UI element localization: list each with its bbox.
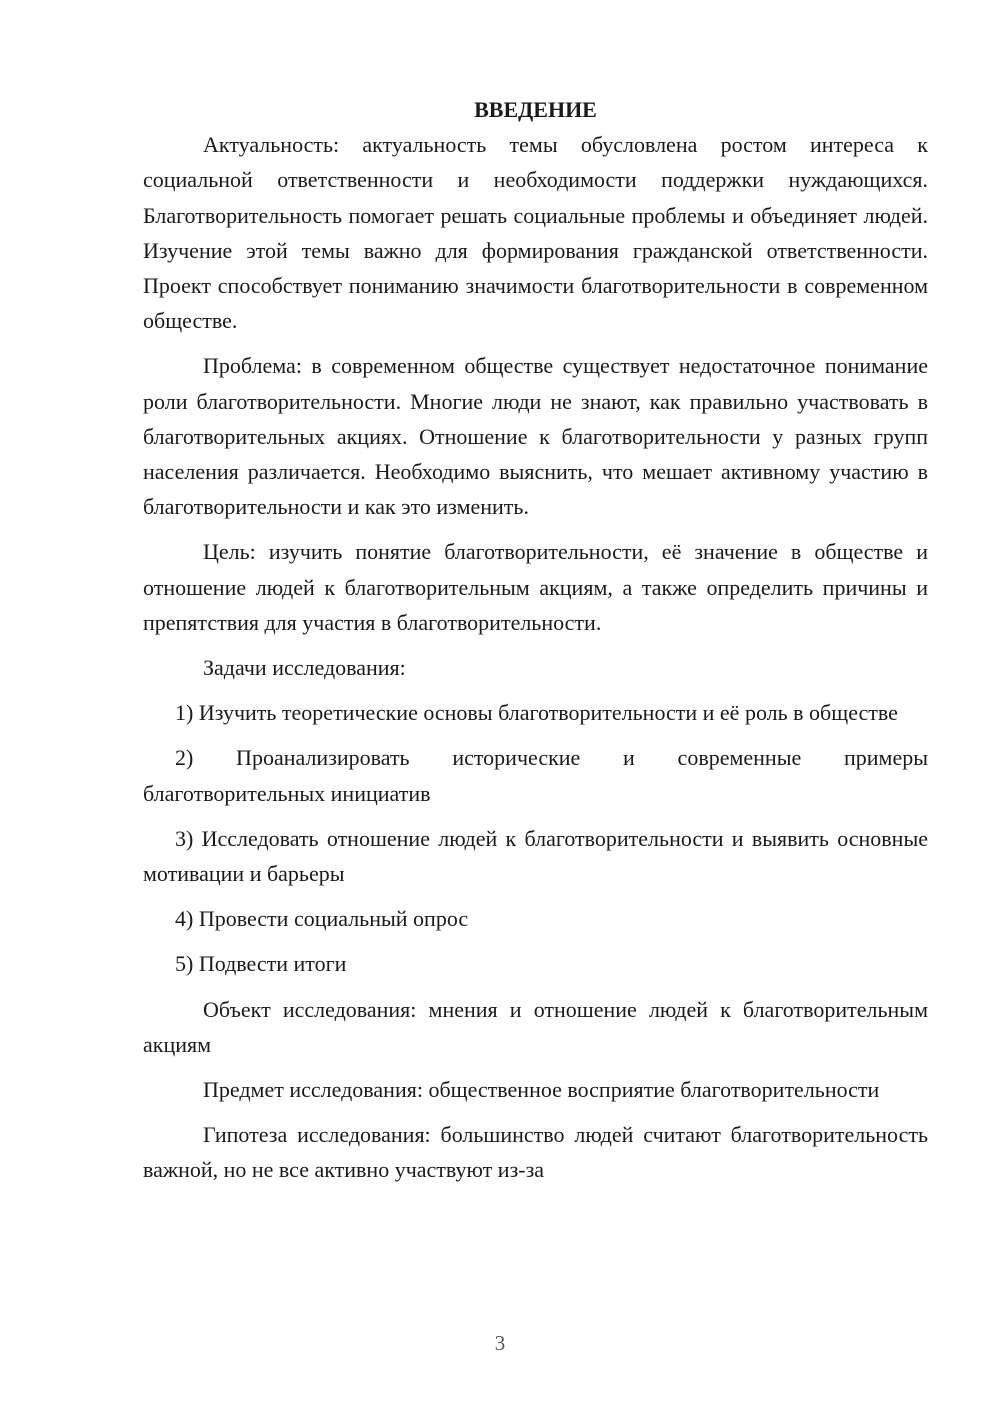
object-paragraph: Объект исследования: мнения и отношение людей к благотворительным акциям [143, 996, 928, 1057]
problem-paragraph: Проблема: в современном обществе существует недостаточное понимание роли благотворительности. Многие люди не знают, как правильно участвовать в благотворительных акциях. Отношение к благотворительности у разных групп населения различается. Необходимо выяснить, что мешает активному участию в благотворительности и как это изменить. [143, 353, 928, 520]
relevance-paragraph: Актуальность: актуальность темы обусловлена ростом интереса к социальной ответственности и необходимости поддержки нуждающихся. Благотворительность помогает решать социальные проблемы и объединяет людей. Изучение этой темы важно для формирования гражданской ответственности. Проект способствует пониманию значимости благотворительности в современном обществе. [143, 132, 928, 334]
task-item-1: 1) Изучить теоретические основы благотворительности и её роль в обществе [175, 700, 898, 726]
page-number: 3 [494, 1331, 506, 1355]
document-page [143, 92, 928, 1188]
task-item-4: 4) Провести социальный опрос [175, 906, 469, 932]
task-item-3: 3) Исследовать отношение людей к благотворительности и выявить основные мотивации и барьеры [143, 825, 928, 887]
hypothesis-paragraph: Гипотеза исследования: большинство людей считают благотворительность важной, но не все активно участвуют из-за [143, 1122, 928, 1183]
task-item-5: 5) Подвести итоги [175, 951, 347, 977]
subject-paragraph: Предмет исследования: общественное восприятие благотворительности [203, 1077, 880, 1103]
goal-paragraph: Цель: изучить понятие благотворительности, её значение в обществе и отношение людей к благотворительным акциям, а также определить причины и препятствия для участия в благотворительности. [143, 539, 928, 635]
section-title: ВВЕДЕНИЕ [474, 97, 597, 122]
tasks-heading: Задачи исследования: [203, 655, 406, 681]
task-item-2: 2) Проанализировать исторические и современные примеры благотворительных инициатив [143, 745, 928, 806]
